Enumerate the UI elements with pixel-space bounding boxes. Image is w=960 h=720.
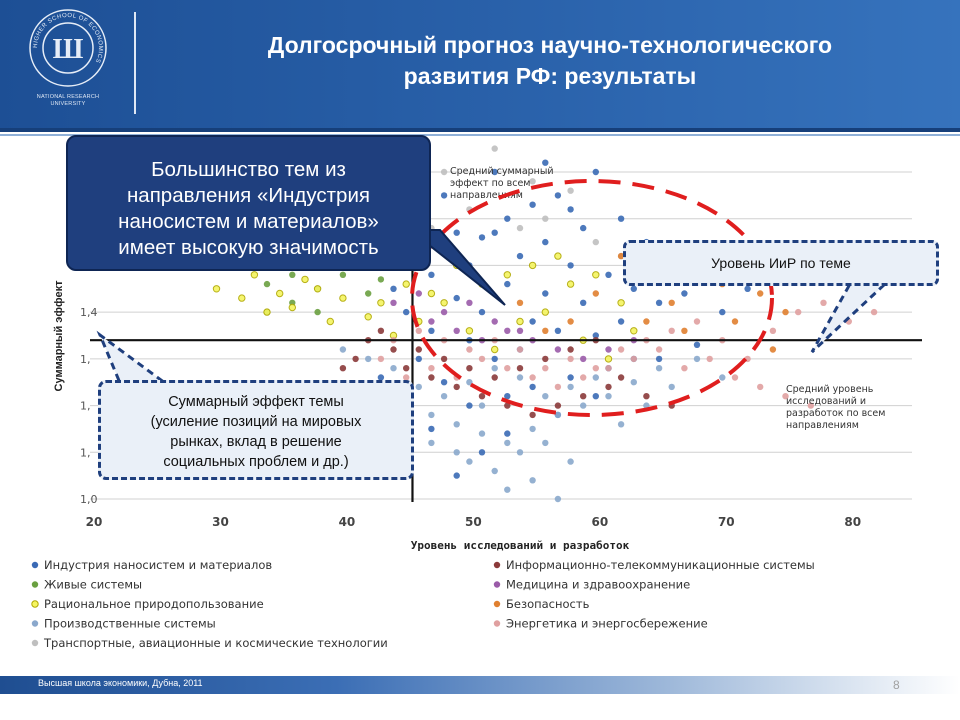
point-s8-28: [580, 374, 586, 380]
point-s7-8: [567, 318, 573, 324]
point-s2-10: [466, 328, 472, 334]
point-s0-7: [593, 169, 599, 175]
point-s6-1: [454, 328, 460, 334]
point-s0-1: [479, 234, 485, 240]
point-s3-5: [529, 426, 535, 432]
mean-y-label-line3: направлениям: [450, 190, 523, 201]
footer-text: Высшая школа экономики, Дубна, 2011: [38, 678, 203, 688]
point-s3-1: [428, 412, 434, 418]
x-tick-3: 50: [465, 515, 482, 529]
point-s8-19: [871, 309, 877, 315]
point-s7-10: [517, 300, 523, 306]
point-s3-10: [656, 365, 662, 371]
point-s5-13: [555, 402, 561, 408]
point-s3-32: [428, 440, 434, 446]
point-s0-33: [390, 286, 396, 292]
point-s6-9: [441, 309, 447, 315]
logo-divider: [134, 12, 136, 114]
legend-label-4: Транспортные, авиационные и космические технологии: [44, 636, 388, 650]
callout-main-line3: наносистем и материалов»: [118, 210, 379, 233]
x-tick-5: 70: [717, 515, 735, 529]
point-s8-30: [631, 356, 637, 362]
point-s8-26: [529, 374, 535, 380]
point-s5-16: [403, 365, 409, 371]
point-s1-30: [378, 276, 384, 282]
point-s5-4: [517, 365, 523, 371]
legend-label-7: Безопасность: [506, 597, 590, 611]
point-s6-3: [504, 328, 510, 334]
legend-label-6: Медицина и здравоохранение: [506, 577, 691, 592]
point-s8-35: [757, 384, 763, 390]
point-s8-6: [542, 365, 548, 371]
point-s0-9: [517, 253, 523, 259]
legend-marker-8: [494, 620, 500, 626]
point-s7-6: [669, 300, 675, 306]
point-s2-20: [403, 281, 409, 287]
point-s0-49: [441, 379, 447, 385]
point-s8-16: [795, 309, 801, 315]
point-s2-27: [428, 290, 434, 296]
point-s4-0: [492, 145, 498, 151]
point-s3-19: [390, 365, 396, 371]
point-s3-20: [365, 356, 371, 362]
x-axis-label: Уровень исследований и разработок: [410, 539, 630, 552]
point-s6-7: [605, 346, 611, 352]
point-s0-31: [428, 328, 434, 334]
point-s3-35: [504, 487, 510, 493]
page-title: [160, 30, 940, 92]
callout-main-line1: Большинство тем из: [151, 158, 346, 181]
page-title-line1: Долгосрочный прогноз научно-технологического: [267, 32, 833, 58]
point-s3-15: [567, 384, 573, 390]
y-tick-0: 1,0: [80, 493, 98, 506]
point-s0-10: [466, 262, 472, 268]
point-s3-12: [492, 365, 498, 371]
point-s2-18: [504, 272, 510, 278]
point-s8-24: [479, 356, 485, 362]
point-s1-33: [314, 309, 320, 315]
point-s4-3: [567, 188, 573, 194]
x-tick-labels: [86, 515, 861, 529]
point-s8-27: [555, 384, 561, 390]
point-s7-12: [681, 328, 687, 334]
point-s5-21: [340, 365, 346, 371]
point-s3-21: [340, 346, 346, 352]
point-s4-1: [441, 169, 447, 175]
callout-main-line4: имеет высокую значимость: [118, 236, 379, 259]
point-s3-17: [441, 393, 447, 399]
point-s0-45: [567, 374, 573, 380]
x-tick-1: 30: [212, 515, 229, 529]
mean-x-label-line1: Средний уровень: [786, 384, 874, 395]
point-s3-33: [454, 449, 460, 455]
chart-legend: [32, 558, 815, 650]
point-s2-24: [277, 290, 283, 296]
point-s2-29: [529, 262, 535, 268]
legend-label-0: Индустрия наносистем и материалов: [44, 558, 273, 572]
point-s2-0: [213, 286, 219, 292]
point-s8-15: [770, 328, 776, 334]
point-s2-4: [314, 286, 320, 292]
point-s5-18: [378, 328, 384, 334]
point-s2-2: [264, 309, 270, 315]
point-s3-31: [719, 374, 725, 380]
point-s4-7: [517, 225, 523, 231]
point-s0-19: [454, 295, 460, 301]
mean-x-label-line4: направлениям: [786, 420, 859, 431]
point-s0-22: [555, 328, 561, 334]
point-s0-15: [631, 286, 637, 292]
y-tick-2: 1,: [80, 399, 91, 413]
point-s3-34: [479, 402, 485, 408]
point-s0-50: [416, 356, 422, 362]
point-s0-25: [656, 300, 662, 306]
highlight-ellipse: [412, 181, 772, 415]
legend-label-3: Производственные системы: [44, 616, 216, 631]
point-s3-8: [605, 393, 611, 399]
point-s0-39: [580, 225, 586, 231]
point-s5-2: [466, 365, 472, 371]
point-s0-20: [479, 309, 485, 315]
point-s0-46: [529, 384, 535, 390]
point-s2-32: [631, 328, 637, 334]
point-s3-9: [631, 379, 637, 385]
point-s0-59: [428, 426, 434, 432]
point-s8-20: [378, 356, 384, 362]
point-s5-23: [643, 393, 649, 399]
point-s8-3: [466, 346, 472, 352]
point-s5-0: [416, 346, 422, 352]
point-s8-22: [428, 365, 434, 371]
point-s0-12: [428, 272, 434, 278]
callout-effect-line4: социальных проблем и др.): [163, 454, 349, 470]
point-s3-4: [504, 440, 510, 446]
point-s0-53: [656, 356, 662, 362]
point-s3-27: [618, 421, 624, 427]
point-s2-17: [555, 253, 561, 259]
point-s7-13: [732, 318, 738, 324]
point-s2-6: [365, 314, 371, 320]
point-s0-57: [454, 472, 460, 478]
point-s0-56: [479, 449, 485, 455]
x-tick-4: 60: [591, 515, 609, 529]
point-s7-11: [643, 318, 649, 324]
point-s0-26: [681, 290, 687, 296]
point-s7-14: [770, 346, 776, 352]
point-s2-16: [618, 300, 624, 306]
point-s8-1: [416, 328, 422, 334]
point-s5-8: [428, 374, 434, 380]
point-s0-40: [618, 216, 624, 222]
point-s6-10: [466, 300, 472, 306]
point-s2-25: [327, 318, 333, 324]
point-s3-26: [567, 458, 573, 464]
x-tick-2: 40: [338, 515, 356, 529]
logo-ring-text: HIGHER SCHOOL OF ECONOMICS: [32, 12, 104, 64]
point-s1-34: [365, 290, 371, 296]
legend-marker-5: [494, 562, 500, 568]
point-s0-55: [744, 286, 750, 292]
point-s3-13: [517, 374, 523, 380]
point-s8-11: [669, 328, 675, 334]
point-s5-22: [618, 374, 624, 380]
legend-label-1: Живые системы: [44, 577, 143, 592]
point-s5-20: [352, 356, 358, 362]
point-s4-8: [593, 239, 599, 245]
point-s2-28: [479, 281, 485, 287]
point-s2-15: [593, 272, 599, 278]
point-s0-6: [567, 206, 573, 212]
page-number: 8: [893, 678, 900, 692]
point-s3-18: [416, 384, 422, 390]
point-s5-10: [479, 393, 485, 399]
point-s0-32: [403, 309, 409, 315]
point-s3-3: [479, 430, 485, 436]
point-s6-14: [416, 290, 422, 296]
point-s8-7: [567, 356, 573, 362]
point-s0-29: [492, 356, 498, 362]
point-s0-8: [542, 239, 548, 245]
point-s6-11: [492, 318, 498, 324]
mean-x-label-line2: исследований и: [786, 396, 867, 407]
point-s5-17: [390, 346, 396, 352]
point-s8-33: [707, 356, 713, 362]
logo-caption: [18, 94, 118, 108]
point-s3-23: [492, 468, 498, 474]
hse-logo: [28, 8, 108, 88]
point-s1-18: [340, 272, 346, 278]
mean-y-label-line2: эффект по всем: [450, 178, 531, 189]
x-tick-6: 80: [844, 515, 862, 529]
point-s8-32: [681, 365, 687, 371]
point-s0-38: [542, 160, 548, 166]
point-s8-12: [694, 318, 700, 324]
point-s5-9: [454, 384, 460, 390]
point-s2-22: [302, 276, 308, 282]
point-s7-7: [593, 290, 599, 296]
point-s0-13: [567, 262, 573, 268]
point-s1-14: [289, 272, 295, 278]
point-s0-21: [529, 318, 535, 324]
point-s3-25: [542, 440, 548, 446]
point-s2-13: [542, 309, 548, 315]
legend-label-5: Информационно-телекоммуникационные системы: [506, 558, 815, 572]
point-s7-9: [542, 328, 548, 334]
callout-total-effect: [98, 380, 414, 480]
point-s2-19: [454, 262, 460, 268]
point-s0-54: [694, 342, 700, 348]
point-s1-15: [264, 281, 270, 287]
point-s0-14: [605, 272, 611, 278]
point-s2-14: [567, 281, 573, 287]
point-s3-7: [580, 402, 586, 408]
point-s7-5: [782, 309, 788, 315]
point-s0-52: [593, 393, 599, 399]
point-s0-24: [618, 318, 624, 324]
y-tick-4: 1,4: [80, 306, 98, 320]
point-s0-5: [555, 192, 561, 198]
header-divider: [0, 128, 960, 132]
y-tick-1: 1,: [80, 446, 91, 460]
point-s6-13: [390, 300, 396, 306]
point-s0-2: [492, 230, 498, 236]
legend-marker-0: [32, 562, 38, 568]
point-s4-13: [542, 216, 548, 222]
point-s2-12: [517, 318, 523, 324]
x-tick-0: 20: [85, 515, 103, 529]
point-s6-0: [428, 318, 434, 324]
point-s5-1: [441, 356, 447, 362]
point-s6-6: [580, 356, 586, 362]
point-s0-3: [504, 216, 510, 222]
point-s8-17: [820, 300, 826, 306]
svg-text:Ш: Ш: [52, 34, 84, 65]
callout-main-line2: направления «Индустрия: [126, 184, 370, 207]
callout-effect-line2: (усиление позиций на мировых: [150, 414, 362, 430]
point-s8-9: [618, 346, 624, 352]
point-s6-12: [517, 328, 523, 334]
legend-marker-1: [32, 581, 38, 587]
legend-marker-4: [32, 640, 38, 646]
mean-x-label: [786, 384, 885, 431]
point-s2-23: [251, 272, 257, 278]
point-s5-3: [492, 374, 498, 380]
y-tick-3: 1,: [80, 352, 91, 366]
logo-caption-line2: UNIVERSITY: [50, 101, 86, 107]
point-s5-12: [529, 412, 535, 418]
y-axis-label: Суммарный эффект: [53, 280, 65, 392]
point-s0-17: [542, 290, 548, 296]
point-s8-29: [605, 365, 611, 371]
point-s0-11: [441, 239, 447, 245]
point-s3-30: [694, 356, 700, 362]
point-s0-36: [441, 192, 447, 198]
point-s8-5: [517, 346, 523, 352]
point-s3-16: [593, 374, 599, 380]
point-s3-36: [529, 477, 535, 483]
point-s8-34: [732, 374, 738, 380]
legend-marker-2: [32, 601, 38, 607]
callout-rd-level: Уровень ИиР по теме: [623, 240, 939, 286]
point-s2-9: [441, 300, 447, 306]
point-s3-14: [542, 393, 548, 399]
legend-marker-7: [494, 601, 500, 607]
legend-label-2: Рациональное природопользование: [44, 597, 264, 611]
point-s3-22: [466, 458, 472, 464]
callout-effect-line3: рынках, вклад в решение: [170, 434, 342, 450]
point-s7-4: [757, 290, 763, 296]
page-title-line2: развития РФ: результаты: [403, 63, 697, 89]
point-s5-14: [580, 393, 586, 399]
callout-effect-line1: Суммарный эффект темы: [168, 394, 344, 410]
point-s0-48: [466, 402, 472, 408]
point-s2-11: [492, 346, 498, 352]
point-s8-31: [656, 346, 662, 352]
point-s0-18: [504, 281, 510, 287]
point-s0-4: [529, 202, 535, 208]
point-s5-5: [542, 356, 548, 362]
legend-label-8: Энергетика и энергосбережение: [506, 616, 708, 631]
point-s8-18: [846, 318, 852, 324]
point-s3-29: [669, 384, 675, 390]
point-s2-26: [378, 300, 384, 306]
point-s0-16: [580, 300, 586, 306]
point-s5-15: [605, 384, 611, 390]
point-s2-5: [340, 295, 346, 301]
point-s3-24: [517, 449, 523, 455]
legend-marker-3: [32, 620, 38, 626]
logo-caption-line1: NATIONAL RESEARCH: [36, 94, 100, 100]
mean-y-label-line1: Средний суммарный: [450, 166, 554, 177]
callout-main-significance: [66, 135, 431, 271]
point-s0-58: [504, 430, 510, 436]
mean-x-label-line3: разработок по всем: [786, 408, 886, 419]
point-s0-27: [719, 309, 725, 315]
point-s3-37: [555, 496, 561, 502]
point-s8-25: [504, 365, 510, 371]
point-s2-1: [239, 295, 245, 301]
point-s2-31: [605, 356, 611, 362]
legend-marker-6: [494, 581, 500, 587]
point-s2-3: [289, 304, 295, 310]
point-s6-5: [555, 346, 561, 352]
point-s0-0: [454, 230, 460, 236]
point-s5-6: [567, 346, 573, 352]
point-s3-2: [454, 421, 460, 427]
point-s8-8: [593, 365, 599, 371]
